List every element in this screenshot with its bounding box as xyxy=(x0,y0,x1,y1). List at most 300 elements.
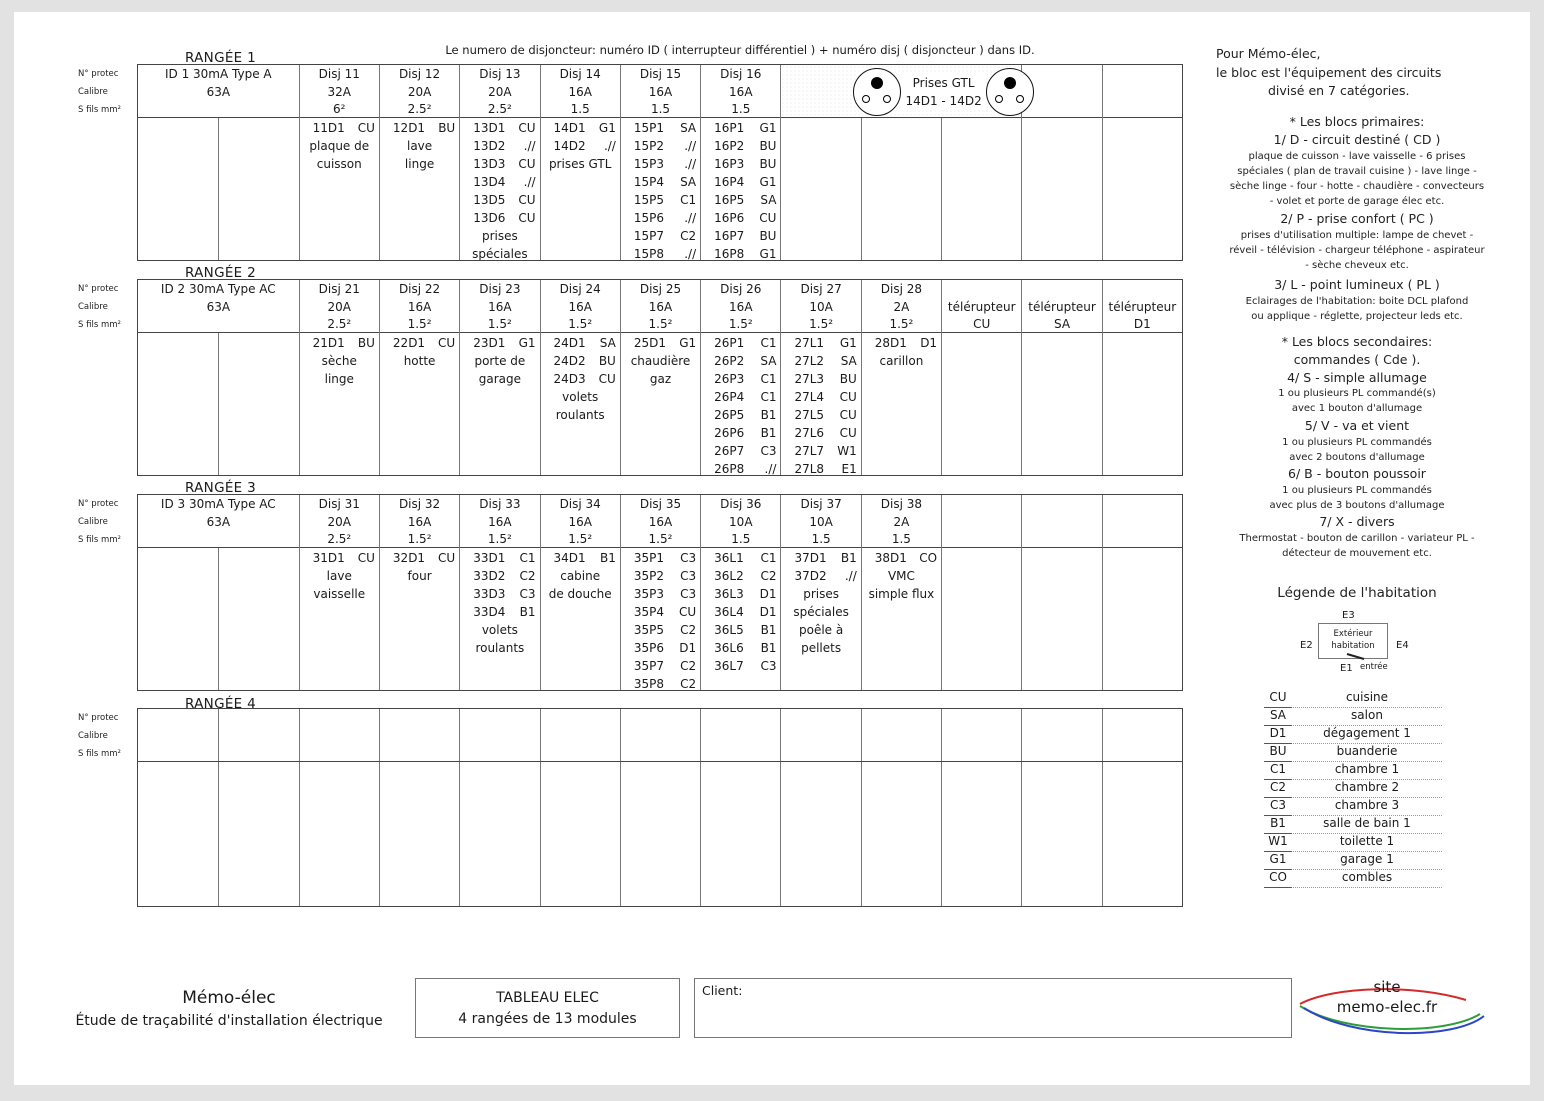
id-line: 63A xyxy=(206,299,231,314)
empty-circuit-cell xyxy=(218,118,298,260)
legend-code: C2 xyxy=(1264,780,1292,798)
legend-room: chambre 3 xyxy=(1334,798,1400,812)
side-label-3: S fils mm² xyxy=(78,535,121,545)
room-code: C1 xyxy=(760,336,777,350)
circuit-code: 26P5 xyxy=(714,408,745,422)
circuit-description: gaz xyxy=(649,372,672,386)
circuit-line xyxy=(460,549,539,567)
legend-code: CU xyxy=(1264,690,1292,708)
circuit-cell xyxy=(459,333,539,475)
breaker-numbering-note: Le numero de disjoncteur: numéro ID ( interrupteur différentiel ) + numéro disj ( disjoncteur ) dans ID. xyxy=(445,43,1035,57)
circuit-code: 36L3 xyxy=(714,587,744,601)
breaker-header-cell xyxy=(540,280,620,334)
circuit-code: 13D1 xyxy=(473,121,506,135)
breaker-header-cell xyxy=(780,495,860,549)
primary-blocks-title: * Les blocs primaires: xyxy=(1289,114,1425,129)
circuit-code: 26P7 xyxy=(714,444,745,458)
circuit-code: 25D1 xyxy=(633,336,666,350)
breaker-line: 20A xyxy=(327,299,351,314)
circuit-line xyxy=(541,352,620,370)
legend-code: W1 xyxy=(1264,834,1292,852)
empty-header-cell xyxy=(861,709,941,761)
breaker-line: 1.5² xyxy=(407,532,432,546)
circuit-line xyxy=(460,567,539,585)
gtl-line: Prises GTL xyxy=(912,76,975,91)
circuit-line xyxy=(701,227,780,245)
category-description: Thermostat - bouton de carillon - variateur PL - xyxy=(1239,533,1475,544)
circuit-code: 37D2 xyxy=(794,569,827,583)
breaker-header-cell xyxy=(700,280,780,334)
legend-room: cuisine xyxy=(1345,690,1389,704)
breaker-line: 1.5² xyxy=(648,317,673,331)
circuit-description: lave xyxy=(326,569,352,583)
circuit-code: 16P5 xyxy=(714,193,745,207)
room-code: C3 xyxy=(760,444,777,458)
empty-circuit-cell xyxy=(780,762,860,906)
circuit-code: 27L6 xyxy=(794,426,825,440)
room-code: D1 xyxy=(920,336,938,350)
id-line: 63A xyxy=(206,84,231,99)
category-title: 6/ B - bouton poussoir xyxy=(1288,466,1426,481)
empty-circuit-cell xyxy=(1102,762,1182,906)
room-code: CO xyxy=(919,551,938,565)
legend-code: CO xyxy=(1264,870,1292,888)
circuit-description: vaisselle xyxy=(313,587,366,601)
empty-circuit-cell xyxy=(1021,548,1101,690)
room-code: B1 xyxy=(599,551,616,565)
room-code: CU xyxy=(598,372,616,386)
room-code: .// xyxy=(523,175,536,189)
breaker-line: 16A xyxy=(729,299,753,314)
circuit-line xyxy=(701,621,780,639)
room-code: .// xyxy=(603,139,616,153)
gtl-label xyxy=(901,74,985,110)
row-circuits xyxy=(137,333,1183,476)
circuit-code: 27L7 xyxy=(794,444,825,458)
circuit-cell xyxy=(299,333,379,475)
breaker-line: 2.5² xyxy=(327,317,352,331)
category-description: 1 ou plusieurs PL commandés xyxy=(1282,437,1432,448)
circuit-code: 35P1 xyxy=(633,551,664,565)
circuit-code: 36L7 xyxy=(714,659,744,673)
category-description: plaque de cuisson - lave vaisselle - 6 prises xyxy=(1248,151,1466,162)
breaker-line: 16A xyxy=(568,299,592,314)
room-code: G1 xyxy=(679,336,697,350)
circuit-line xyxy=(781,334,860,352)
id-line: 63A xyxy=(206,514,231,529)
breaker-line: 1.5 xyxy=(570,102,590,116)
empty-circuit-cell xyxy=(1102,333,1182,475)
row-side-labels xyxy=(78,709,121,763)
circuit-code: 35P3 xyxy=(633,587,664,601)
breaker-line: Disj 36 xyxy=(720,497,762,511)
circuit-line xyxy=(701,657,780,675)
empty-header-cell xyxy=(218,709,298,761)
room-code: BU xyxy=(759,157,777,171)
circuit-line xyxy=(701,460,780,475)
circuit-line xyxy=(621,603,700,621)
breaker-line: 1.5 xyxy=(650,102,671,116)
circuit-code: 26P2 xyxy=(714,354,745,368)
legend-code: D1 xyxy=(1264,726,1292,744)
circuit-line xyxy=(621,137,700,155)
legend-code: SA xyxy=(1264,708,1292,726)
room-code: SA xyxy=(680,175,697,189)
circuit-line xyxy=(460,119,539,137)
circuit-line xyxy=(541,119,620,137)
outlet-icon xyxy=(986,68,1034,116)
empty-header-cell xyxy=(138,709,218,761)
row-header xyxy=(137,64,1183,118)
room-code: CU xyxy=(518,211,536,225)
row-label: RANGÉE 4 xyxy=(185,696,256,712)
breaker-line: Disj 22 xyxy=(398,282,441,296)
footer-brand: Mémo-élec xyxy=(182,988,276,1008)
room-code: C3 xyxy=(519,587,536,601)
room-code: W1 xyxy=(837,444,857,458)
circuit-line xyxy=(781,352,860,370)
category-title: 5/ V - va et vient xyxy=(1304,418,1410,433)
breaker-line: 2A xyxy=(893,299,910,314)
breaker-header-cell xyxy=(780,280,860,334)
circuit-cell xyxy=(379,118,459,260)
legend-row xyxy=(1264,852,1442,870)
circuit-line xyxy=(460,137,539,155)
empty-circuit-cell xyxy=(299,762,379,906)
circuit-line xyxy=(781,388,860,406)
breaker-line: 1.5 xyxy=(891,532,911,546)
breaker-line: 20A xyxy=(327,514,351,529)
circuit-line xyxy=(460,209,539,227)
circuit-code: 16P3 xyxy=(714,157,745,171)
circuit-cell xyxy=(700,333,780,475)
room-code: G1 xyxy=(759,121,777,135)
circuit-line xyxy=(621,549,700,567)
breaker-line: Disj 25 xyxy=(639,282,682,296)
room-code: CU xyxy=(839,390,857,404)
breaker-line: 2A xyxy=(893,514,910,529)
empty-circuit-cell xyxy=(861,762,941,906)
legend-code: B1 xyxy=(1264,816,1292,834)
breaker-line: Disj 38 xyxy=(880,497,923,511)
breaker-line: 1.5² xyxy=(568,317,593,331)
circuit-line xyxy=(701,549,780,567)
breaker-line: 10A xyxy=(809,514,833,529)
site-url[interactable]: memo-elec.fr xyxy=(1336,998,1438,1016)
breaker-header-cell xyxy=(620,495,700,549)
category-description: ou applique - réglette, projecteur leds etc. xyxy=(1251,311,1463,322)
circuit-code: 11D1 xyxy=(312,121,345,135)
side-label-2: Calibre xyxy=(78,87,108,97)
breaker-line: 16A xyxy=(488,299,512,314)
circuit-code: 36L4 xyxy=(714,605,744,619)
circuit-description: spéciales xyxy=(472,247,528,260)
circuit-line xyxy=(621,173,700,191)
circuit-cell xyxy=(780,548,860,690)
circuit-code: 16P1 xyxy=(714,121,745,135)
room-code: C2 xyxy=(760,569,777,583)
breaker-line: 16A xyxy=(648,84,673,99)
room-code: CU xyxy=(357,121,375,135)
panel-intro-line: le bloc est l'équipement des circuits xyxy=(1216,65,1442,80)
circuit-line xyxy=(621,621,700,639)
circuit-code: 15P1 xyxy=(633,121,664,135)
circuit-description: prises xyxy=(803,587,839,601)
circuit-line xyxy=(621,567,700,585)
circuit-description: prises GTL xyxy=(548,157,612,171)
side-label-1: N° protec xyxy=(78,713,119,723)
circuit-code: 15P8 xyxy=(633,247,664,260)
category-description: 1 ou plusieurs PL commandé(s) xyxy=(1278,388,1436,399)
circuit-line xyxy=(781,370,860,388)
circuit-description: simple flux xyxy=(868,587,935,601)
legend-room: salle de bain 1 xyxy=(1323,816,1411,830)
entrance-mark xyxy=(1346,652,1366,662)
legend-row xyxy=(1264,762,1442,780)
row-side-labels xyxy=(78,495,121,549)
room-code: CU xyxy=(518,157,536,171)
breaker-header-cell xyxy=(540,65,620,119)
legend-code: C1 xyxy=(1264,762,1292,780)
circuit-cell xyxy=(540,548,620,690)
circuit-cell xyxy=(620,118,700,260)
breaker-line: Disj 33 xyxy=(479,497,521,511)
room-code: .// xyxy=(523,139,536,153)
gtl-line: 14D1 - 14D2 xyxy=(905,94,982,109)
empty-header-cell xyxy=(1102,65,1182,119)
circuit-cell xyxy=(540,118,620,260)
footer-subtitle: Étude de traçabilité d'installation électrique xyxy=(75,1013,383,1029)
circuit-line xyxy=(300,549,379,567)
breaker-line: 32A xyxy=(327,84,351,99)
room-code: BU xyxy=(759,139,777,153)
client-field[interactable] xyxy=(694,978,1292,1038)
circuit-code: 26P6 xyxy=(714,426,745,440)
empty-circuit-cell xyxy=(138,762,218,906)
circuit-cell xyxy=(700,118,780,260)
row-circuits xyxy=(137,548,1183,691)
circuit-line xyxy=(380,334,459,352)
circuit-description: lave xyxy=(406,139,433,153)
diagram-e2: E2 xyxy=(1300,640,1313,651)
circuit-description: hotte xyxy=(403,354,436,368)
circuit-cell xyxy=(540,333,620,475)
category-description: prises d'utilisation multiple: lampe de chevet - xyxy=(1240,230,1474,241)
side-label-2: Calibre xyxy=(78,517,108,527)
diagram-entree: entrée xyxy=(1360,662,1388,672)
circuit-code: 27L8 xyxy=(794,462,825,475)
circuit-line xyxy=(701,370,780,388)
circuit-line xyxy=(380,119,459,137)
circuit-code: 26P4 xyxy=(714,390,745,404)
breaker-header-cell xyxy=(1102,280,1182,334)
category-title: 1/ D - circuit destiné ( CD ) xyxy=(1273,132,1441,147)
tableau-title: TABLEAU ELEC xyxy=(496,990,599,1006)
breaker-header-cell xyxy=(299,280,379,334)
empty-circuit-cell xyxy=(379,762,459,906)
breaker-line: 20A xyxy=(488,84,512,99)
circuit-line xyxy=(781,406,860,424)
circuit-description: plaque de xyxy=(309,139,370,153)
circuit-cell xyxy=(861,333,941,475)
room-code: B1 xyxy=(760,426,777,440)
circuit-code: 36L5 xyxy=(714,623,744,637)
circuit-description: porte de xyxy=(474,354,526,368)
circuit-line xyxy=(621,585,700,603)
side-label-2: Calibre xyxy=(78,302,108,312)
empty-circuit-cell xyxy=(218,333,298,475)
legend-room: salon xyxy=(1351,708,1383,722)
breaker-line: 20A xyxy=(407,84,432,99)
differential-switch-cell xyxy=(138,65,299,119)
circuit-line xyxy=(862,549,941,567)
empty-circuit-cell xyxy=(941,118,1021,260)
id-line: ID 1 30mA Type A xyxy=(164,67,272,81)
side-label-2: Calibre xyxy=(78,731,108,741)
room-code: C3 xyxy=(680,569,697,583)
legend-room: toilette 1 xyxy=(1339,834,1395,848)
circuit-code: 16P2 xyxy=(714,139,745,153)
circuit-code: 35P6 xyxy=(633,641,664,655)
category-title: 3/ L - point lumineux ( PL ) xyxy=(1274,277,1440,292)
room-code: SA xyxy=(760,354,777,368)
circuit-description: cabine xyxy=(560,569,601,583)
legend-row xyxy=(1264,708,1442,726)
category-description: réveil - télévision - chargeur téléphone - aspirateur xyxy=(1229,245,1485,256)
circuit-code: 36L1 xyxy=(714,551,744,565)
circuit-line xyxy=(701,191,780,209)
breaker-line: Disj 16 xyxy=(720,67,762,81)
room-code: G1 xyxy=(598,121,616,135)
circuit-line xyxy=(621,334,700,352)
circuit-line xyxy=(460,155,539,173)
breaker-line: 2.5² xyxy=(487,102,512,116)
empty-circuit-cell xyxy=(1021,333,1101,475)
circuit-line xyxy=(862,334,941,352)
circuit-code: 12D1 xyxy=(392,121,426,135)
category-title: 7/ X - divers xyxy=(1319,514,1395,529)
category-description: détecteur de mouvement etc. xyxy=(1282,548,1432,559)
circuit-code: 34D1 xyxy=(553,551,586,565)
circuit-line xyxy=(621,155,700,173)
room-code: C2 xyxy=(680,677,697,690)
room-code: G1 xyxy=(759,175,777,189)
circuit-line xyxy=(701,209,780,227)
room-code: C2 xyxy=(519,569,536,583)
circuit-line xyxy=(460,603,539,621)
circuit-code: 14D1 xyxy=(553,121,586,135)
breaker-line: CU xyxy=(973,317,991,331)
breaker-header-cell xyxy=(861,280,941,334)
breaker-line xyxy=(942,281,1021,299)
circuit-line xyxy=(621,191,700,209)
empty-circuit-cell xyxy=(1102,118,1182,260)
site-logo[interactable] xyxy=(1294,976,1490,1042)
breaker-line: 6² xyxy=(333,102,346,116)
breaker-line: télérupteur xyxy=(1108,299,1177,314)
circuit-code: 15P2 xyxy=(633,139,664,153)
circuit-code: 13D2 xyxy=(473,139,506,153)
row-header xyxy=(137,279,1183,333)
empty-circuit-cell xyxy=(540,762,620,906)
legend-code: BU xyxy=(1264,744,1292,762)
room-code: C1 xyxy=(680,193,697,207)
room-code: CU xyxy=(759,211,777,225)
circuit-line xyxy=(701,442,780,460)
room-code: BU xyxy=(438,121,456,135)
room-code: CU xyxy=(438,551,456,565)
breaker-line: Disj 23 xyxy=(479,282,521,296)
breaker-line: Disj 12 xyxy=(398,67,441,81)
circuit-line xyxy=(701,388,780,406)
row-header xyxy=(137,708,1183,762)
diagram-e3: E3 xyxy=(1342,610,1355,621)
circuit-line xyxy=(701,173,780,191)
breaker-header-cell xyxy=(459,495,539,549)
circuit-code: 33D3 xyxy=(473,587,506,601)
category-title: 2/ P - prise confort ( PC ) xyxy=(1280,211,1434,226)
empty-header-cell xyxy=(700,709,780,761)
breaker-line: 1.5² xyxy=(728,317,753,331)
circuit-code: 35P7 xyxy=(633,659,664,673)
circuit-cell xyxy=(299,118,379,260)
breaker-line: 1.5² xyxy=(407,317,432,331)
circuit-line xyxy=(621,227,700,245)
outlet-icon xyxy=(853,68,901,116)
empty-circuit-cell xyxy=(218,548,298,690)
room-code: BU xyxy=(839,372,857,386)
breaker-line: 1.5 xyxy=(731,532,751,546)
circuit-code: 13D3 xyxy=(473,157,506,171)
side-label-1: N° protec xyxy=(78,499,119,509)
empty-circuit-cell xyxy=(459,762,539,906)
circuit-description: poêle à xyxy=(798,623,844,637)
circuit-code: 26P8 xyxy=(714,462,745,475)
circuit-description: roulants xyxy=(555,408,605,422)
room-code: SA xyxy=(760,193,777,207)
legend-row xyxy=(1264,834,1442,852)
circuit-line xyxy=(701,424,780,442)
breaker-header-cell xyxy=(459,65,539,119)
circuit-description: pellets xyxy=(801,641,842,655)
circuit-code: 27L3 xyxy=(794,372,825,386)
breaker-line: Disj 37 xyxy=(800,497,842,511)
legend-row xyxy=(1264,744,1442,762)
differential-switch-cell xyxy=(138,495,299,549)
category-description: 1 ou plusieurs PL commandés xyxy=(1282,485,1432,496)
row-circuits xyxy=(137,762,1183,907)
empty-circuit-cell xyxy=(138,548,218,690)
circuit-cell xyxy=(620,548,700,690)
empty-circuit-cell xyxy=(700,762,780,906)
circuit-description: volets xyxy=(562,390,599,404)
circuit-code: 38D1 xyxy=(874,551,907,565)
footer-brand-block xyxy=(66,986,392,1032)
circuit-line xyxy=(701,639,780,657)
breaker-line: 1.5² xyxy=(809,317,834,331)
breaker-line: Disj 11 xyxy=(318,67,360,81)
room-code: BU xyxy=(598,354,616,368)
circuit-code: 21D1 xyxy=(312,336,345,350)
circuit-line xyxy=(701,119,780,137)
legend-title: Légende de l'habitation xyxy=(1277,585,1437,601)
site-label: site xyxy=(1373,978,1401,996)
circuit-line xyxy=(300,334,379,352)
tableau-subtitle: 4 rangées de 13 modules xyxy=(458,1011,637,1027)
breaker-line: Disj 13 xyxy=(479,67,521,81)
breaker-line: 1.5 xyxy=(731,102,751,116)
circuit-description: chaudière xyxy=(630,354,691,368)
